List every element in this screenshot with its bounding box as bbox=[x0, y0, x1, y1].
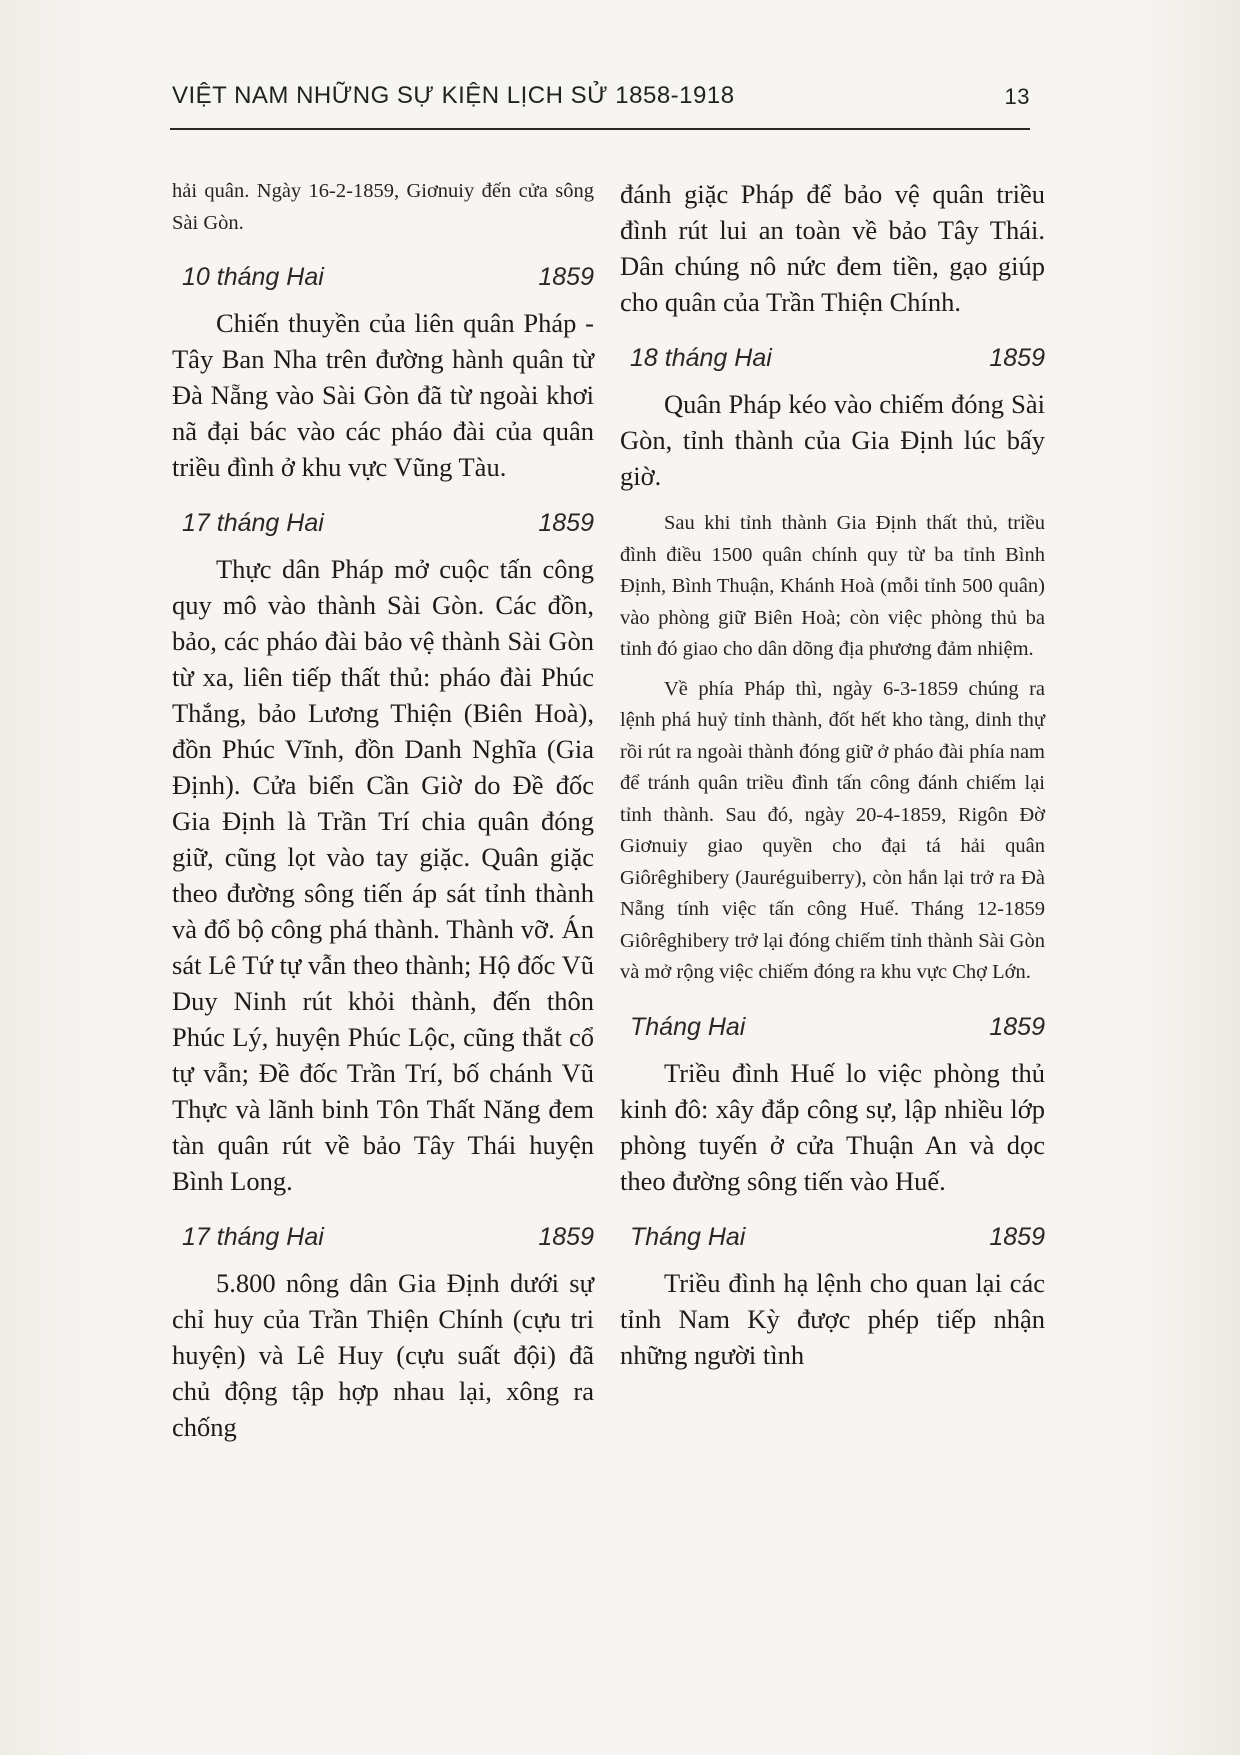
page-number: 13 bbox=[1004, 84, 1030, 109]
entry-year: 1859 bbox=[989, 1012, 1045, 1041]
entry-year: 1859 bbox=[538, 509, 594, 537]
entry-year: 1859 bbox=[538, 263, 594, 291]
entry-date: Tháng Hai bbox=[630, 1222, 746, 1251]
entry-heading bbox=[172, 503, 594, 543]
entry-year: 1859 bbox=[989, 1222, 1045, 1251]
entry-note: Về phía Pháp thì, ngày 6-3-1859 chúng ra lệnh phá huỷ tỉnh thành, đốt hết kho tàng, dinh thự rồi rút ra ngoài thành đóng giữ ở pháo đài phía nam để tránh quân triều đình tấn công đánh chiếm lại tỉnh thành. Sau đó, ngày 20-4-1859, Rigôn Đờ Giơnuiy giao quyền cho đại tá hải quân Giôrêghibery (Jauréguiberry), còn hắn lại trở ra Đà Nẵng tính việc tấn công Huế. Tháng 12-1859 Giôrêghibery trở lại đóng chiếm tỉnh thành Sài Gòn và mở rộng việc chiếm đóng ra khu vực Chợ Lớn. bbox=[620, 677, 1045, 983]
continued-note: hải quân. Ngày 16-2-1859, Giơnuiy đến cửa sông Sài Gòn. bbox=[172, 180, 594, 234]
entry-text: 5.800 nông dân Gia Định dưới sự chỉ huy của Trần Thiện Chính (cựu tri huyện) và Lê Huy (cựu suất đội) đã chủ động tập hợp nhau lại, xông ra chống bbox=[172, 1268, 594, 1442]
entry-year: 1859 bbox=[538, 1223, 594, 1251]
entry-text: Thực dân Pháp mở cuộc tấn công quy mô vào thành Sài Gòn. Các đồn, bảo, các pháo đài bảo vệ thành Sài Gòn từ xa, liên tiếp thất thủ: pháo đài Phúc Thắng, bảo Lương Thiện (Biên Hoà), đồn Phúc Vĩnh, đồn Danh Nghĩa (Gia Định). Cửa biển Cần Giờ do Đề đốc Gia Định là Trần Trí chia quân đóng giữ, cũng lọt vào tay giặc. Quân giặc theo đường sông tiến áp sát tỉnh thành và đổ bộ công phá thành. Thành vỡ. Án sát Lê Tứ tự vẫn theo thành; Hộ đốc Vũ Duy Ninh rút khỏi thành, đến thôn Phúc Lý, huyện Phúc Lộc, cũng thắt cổ tự vẫn; Đề đốc Trần Trí, bố chánh Vũ Thực và lãnh binh Tôn Thất Năng đem tàn quân rút về bảo Tây Thái huyện Bình Long. bbox=[172, 554, 594, 1196]
entry-date: 17 tháng Hai bbox=[182, 1223, 324, 1251]
entry-heading bbox=[620, 1007, 1045, 1047]
entry-text: Triều đình Huế lo việc phòng thủ kinh đô: xây đắp công sự, lập nhiều lớp phòng tuyến ở cửa Thuận An và dọc theo đường sông tiến vào Huế. bbox=[620, 1057, 1045, 1196]
entry-heading bbox=[620, 338, 1045, 378]
right-column bbox=[620, 176, 1045, 1373]
entry-date: 10 tháng Hai bbox=[182, 263, 324, 291]
entry-18-feb bbox=[620, 338, 1045, 989]
entry-heading bbox=[620, 1217, 1045, 1257]
running-header bbox=[172, 82, 1030, 122]
entry-year: 1859 bbox=[989, 344, 1045, 372]
entry-17-feb-b bbox=[172, 1217, 594, 1445]
entry-10-feb bbox=[172, 257, 594, 485]
entry-date: 17 tháng Hai bbox=[182, 509, 324, 537]
entry-date: Tháng Hai bbox=[630, 1012, 746, 1041]
entry-feb-a bbox=[620, 1007, 1045, 1199]
entry-feb-b bbox=[620, 1217, 1045, 1373]
header-rule bbox=[170, 128, 1030, 130]
entry-text: Triều đình hạ lệnh cho quan lại các tỉnh Nam Kỳ được phép tiếp nhận những người tình bbox=[620, 1267, 1045, 1370]
entry-heading bbox=[172, 1217, 594, 1257]
entry-heading bbox=[172, 257, 594, 297]
entry-text: Chiến thuyền của liên quân Pháp - Tây Ban Nha trên đường hành quân từ Đà Nẵng vào Sài Gòn đã từ ngoài khơi nã đại bác vào các pháo đài của quân triều đình ở khu vực Vũng Tàu. bbox=[172, 308, 594, 482]
continued-text: đánh giặc Pháp để bảo vệ quân triều đình rút lui an toàn về bảo Tây Thái. Dân chúng nô nức đem tiền, gạo giúp cho quân của Trần Thiện Chính. bbox=[620, 179, 1045, 317]
entry-date: 18 tháng Hai bbox=[630, 344, 772, 372]
entry-text: Quân Pháp kéo vào chiếm đóng Sài Gòn, tỉnh thành của Gia Định lúc bấy giờ. bbox=[620, 389, 1045, 491]
left-column bbox=[172, 176, 594, 1445]
running-title: VIỆT NAM NHỮNG SỰ KIỆN LỊCH SỬ 1858-1918 bbox=[172, 82, 735, 109]
entry-17-feb-a bbox=[172, 503, 594, 1199]
entry-note: Sau khi tỉnh thành Gia Định thất thủ, triều đình điều 1500 quân chính quy từ ba tỉnh Bình Định, Bình Thuận, Khánh Hoà (mỗi tỉnh 500 quân) vào phòng giữ Biên Hoà; còn việc phòng thủ ba tỉnh đó giao cho dân dõng địa phương đảm nhiệm. bbox=[620, 512, 1045, 660]
